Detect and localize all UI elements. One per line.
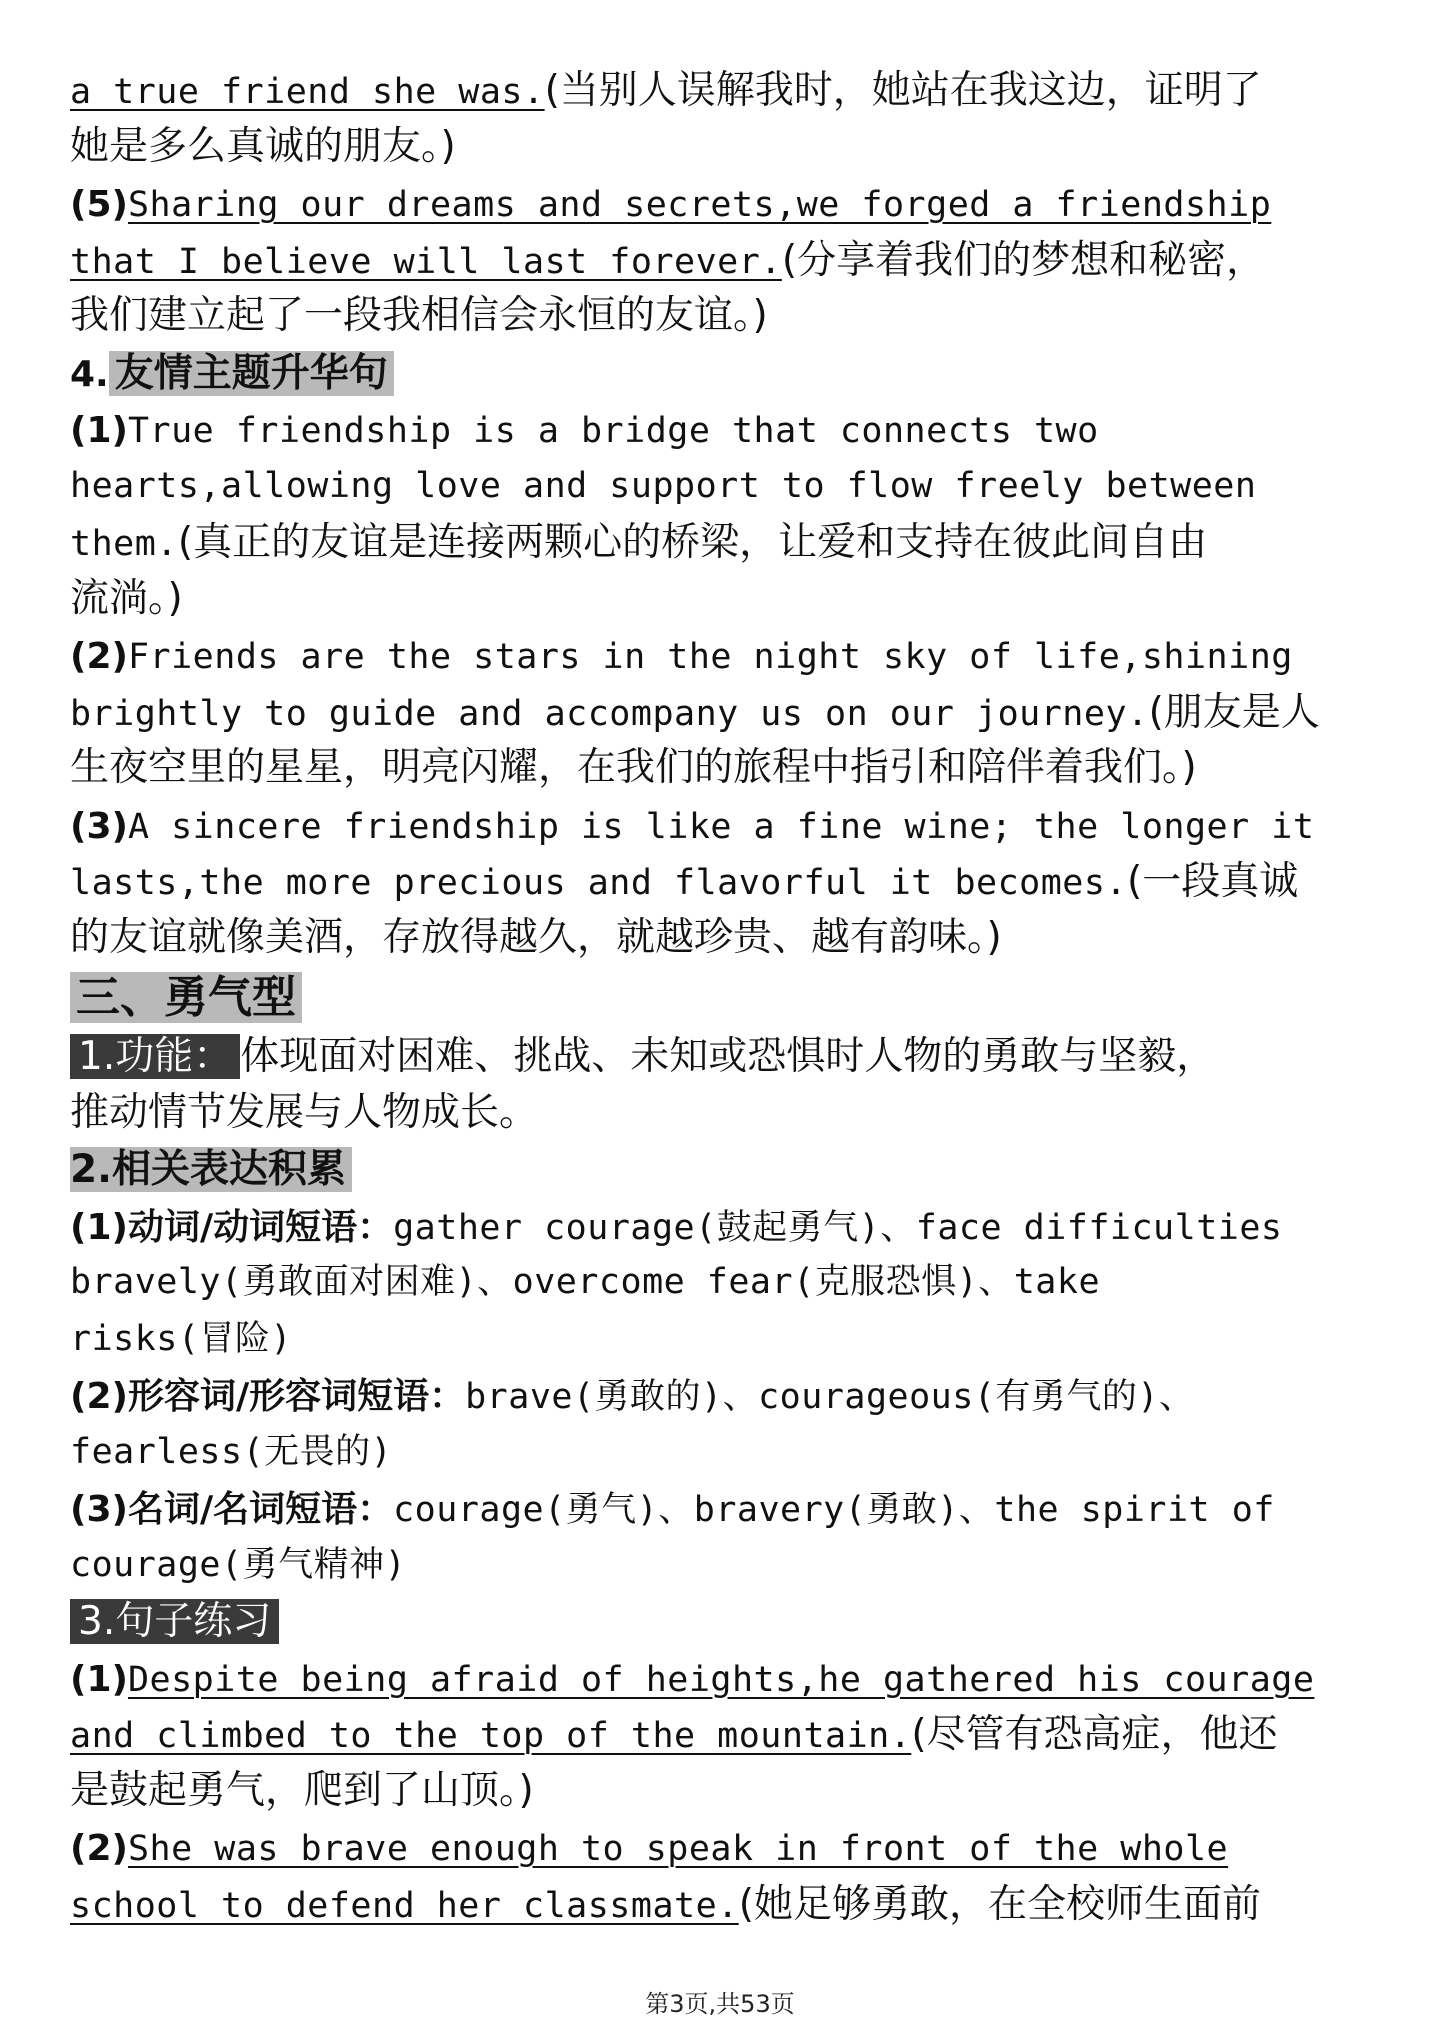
section-title: 3.句子练习 bbox=[70, 1599, 279, 1644]
adjectives-line-1 bbox=[70, 1367, 1370, 1424]
practice-1-line-2 bbox=[70, 1706, 1370, 1763]
translation-zh: 是鼓起勇气，爬到了山顶。) bbox=[70, 1767, 534, 1813]
sentence-en: A sincere friendship is like a fine wine; the longer it bbox=[127, 806, 1315, 847]
section-title: 友情主题升华句 bbox=[109, 351, 394, 396]
category-label: (1)动词/动词短语： bbox=[70, 1206, 394, 1248]
category-label: (3)名词/名词短语： bbox=[70, 1489, 394, 1530]
practice-2-line-1 bbox=[70, 1819, 1370, 1876]
sentence-5-line-2 bbox=[70, 232, 1370, 289]
nouns-line-1 bbox=[70, 1480, 1370, 1537]
sentence-en: hearts,allowing love and support to flow freely between bbox=[70, 465, 1257, 506]
part-heading bbox=[70, 966, 1370, 1028]
translation-zh: 我们建立起了一段我相信会永恒的友谊。) bbox=[70, 293, 768, 338]
translation-zh: (真正的友谊是连接两颗心的桥梁，让爱和支持在彼此间自由 bbox=[177, 520, 1208, 565]
item-number: (2) bbox=[70, 1828, 128, 1869]
function-line-1 bbox=[70, 1028, 1370, 1085]
item-number: (2) bbox=[70, 636, 128, 677]
sentence-en: and climbed to the top of the mountain. bbox=[70, 1716, 912, 1756]
page-footer: 第3页,共53页 bbox=[645, 1990, 795, 2018]
upgrade-3-line-1 bbox=[70, 797, 1370, 854]
upgrade-1-line-3 bbox=[70, 514, 1370, 571]
item-number: (3) bbox=[70, 805, 128, 847]
upgrade-2-line-1 bbox=[70, 627, 1370, 684]
upgrade-3-line-2 bbox=[70, 853, 1370, 910]
section-number: 4. bbox=[70, 353, 109, 395]
translation-zh: 的友谊就像美酒，存放得越久，就越珍贵、越有韵味。) bbox=[70, 914, 1002, 960]
function-text: 推动情节发展与人物成长。 bbox=[70, 1089, 539, 1135]
section-heading-4 bbox=[70, 345, 1370, 402]
expression-text: brave(勇敢的)、courageous(有勇气的)、 bbox=[465, 1377, 1195, 1417]
translation-zh: (当别人误解我时，她站在我这边，证明了 bbox=[544, 68, 1262, 113]
expression-text: courage(勇气)、bravery(勇敢)、the spirit of bbox=[393, 1490, 1275, 1530]
sentence-en: school to defend her classmate. bbox=[70, 1885, 739, 1926]
upgrade-1-line-1 bbox=[70, 401, 1370, 458]
sentence-en: She was brave enough to speak in front of the whole bbox=[127, 1829, 1229, 1869]
sentence-en: Friends are the stars in the night sky of life,shining bbox=[127, 637, 1293, 677]
part-title: 三、勇气型 bbox=[70, 972, 302, 1023]
expression-text: risks(冒险) bbox=[70, 1318, 293, 1359]
verbs-line-1 bbox=[70, 1198, 1370, 1255]
translation-zh: 生夜空里的星星，明亮闪耀，在我们的旅程中指引和陪伴着我们。) bbox=[70, 745, 1197, 790]
expression-text: courage(勇气精神) bbox=[70, 1544, 407, 1585]
practice-1-line-1 bbox=[70, 1650, 1370, 1707]
sentence-5-line-1 bbox=[70, 175, 1370, 232]
sentence-en: Sharing our dreams and secrets,we forged a friendship bbox=[127, 185, 1272, 225]
sentence-en: them. bbox=[70, 524, 178, 564]
sentence-en: Despite being afraid of heights,he gathered his courage bbox=[127, 1659, 1315, 1700]
upgrade-2-line-2 bbox=[70, 684, 1370, 741]
category-label: (2)形容词/形容词短语： bbox=[70, 1376, 466, 1417]
practice-2-line-2 bbox=[70, 1876, 1370, 1933]
practice-heading bbox=[70, 1593, 1370, 1650]
translation-zh: 她是多么真诚的朋友。) bbox=[70, 123, 456, 169]
translation-zh: (她足够勇敢，在全校师生面前 bbox=[738, 1881, 1261, 1927]
line bbox=[70, 62, 1370, 119]
item-number: (1) bbox=[70, 1658, 128, 1700]
translation-zh: (一段真诚 bbox=[1127, 859, 1299, 904]
sentence-en: True friendship is a bridge that connects two bbox=[127, 411, 1099, 451]
document-page bbox=[70, 62, 1370, 1932]
sentence-en: a true friend she was. bbox=[70, 72, 545, 112]
expression-text: gather courage(鼓起勇气)、face difficulties bbox=[393, 1207, 1283, 1248]
function-label: 1.功能： bbox=[70, 1034, 240, 1079]
expression-text: bravely(勇敢面对困难)、overcome fear(克服恐惧)、take bbox=[70, 1262, 1101, 1302]
function-text: 体现面对困难、挑战、未知或恐惧时人物的勇敢与坚毅， bbox=[240, 1034, 1216, 1079]
translation-zh: 流淌。) bbox=[70, 575, 183, 621]
translation-zh: (朋友是人 bbox=[1148, 689, 1320, 735]
item-number: (5) bbox=[70, 184, 128, 225]
expression-text: fearless(无畏的) bbox=[70, 1431, 393, 1472]
sentence-en: brightly to guide and accompany us on our journey. bbox=[70, 693, 1149, 734]
item-number: (1) bbox=[70, 410, 128, 451]
translation-zh: (尽管有恐高症，他还 bbox=[911, 1712, 1278, 1757]
sentence-en: that I believe will last forever. bbox=[70, 241, 782, 282]
sentence-en: lasts,the more precious and flavorful it becomes. bbox=[70, 863, 1128, 903]
translation-zh: (分享着我们的梦想和秘密， bbox=[781, 237, 1266, 283]
section-title: 2.相关表达积累 bbox=[70, 1147, 352, 1192]
expressions-heading bbox=[70, 1141, 1370, 1198]
